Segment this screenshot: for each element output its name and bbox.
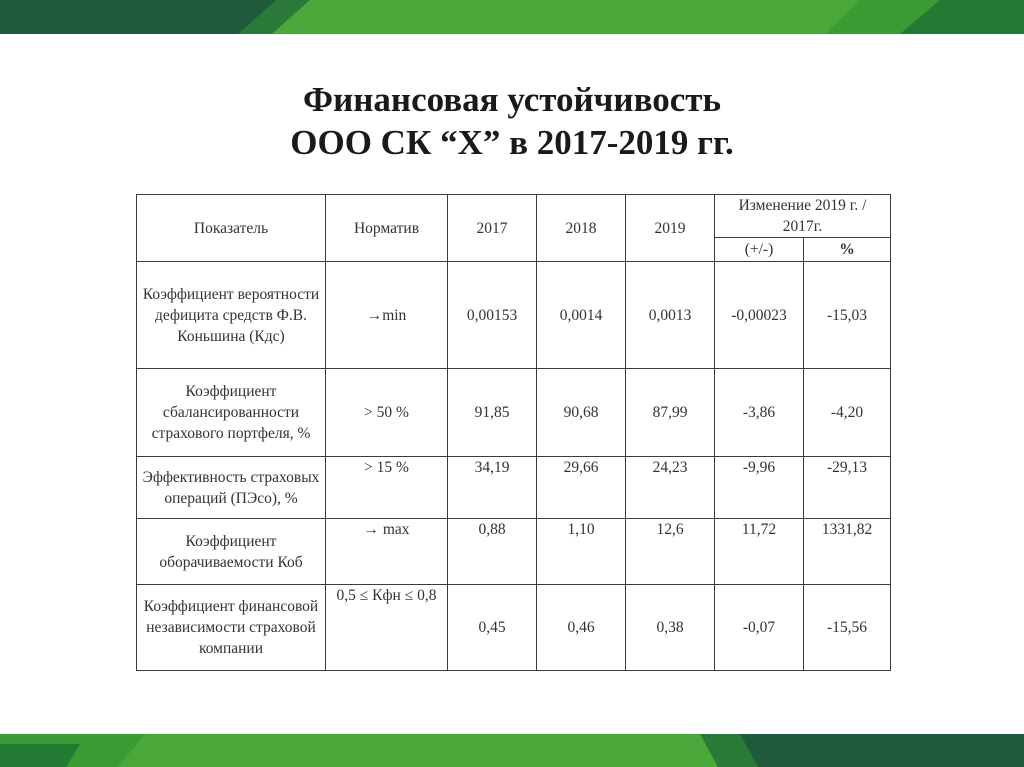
table-row: [137, 519, 891, 585]
header-2017: 2017: [448, 195, 537, 262]
cell-indicator: Коэффициент оборачиваемости Коб: [137, 519, 326, 585]
cell-2018: 1,10: [537, 519, 626, 585]
slide-title: [0, 78, 1024, 164]
header-row: [137, 195, 891, 238]
header-change-abs: (+/-): [715, 238, 804, 262]
cell-change-pct: -29,13: [804, 457, 891, 519]
title-line-1: Финансовая устойчивость: [303, 80, 721, 119]
table-row: [137, 369, 891, 457]
cell-2017: 0,00153: [448, 262, 537, 369]
cell-2017: 0,88: [448, 519, 537, 585]
cell-2018: 0,0014: [537, 262, 626, 369]
cell-2018: 29,66: [537, 457, 626, 519]
table-row: [137, 585, 891, 671]
cell-2019: 0,0013: [626, 262, 715, 369]
cell-2018: 0,46: [537, 585, 626, 671]
header-change: Изменение 2019 г. / 2017г.: [715, 195, 891, 238]
title-line-2: ООО СК “Х” в 2017-2019 гг.: [290, 123, 734, 162]
cell-2019: 12,6: [626, 519, 715, 585]
cell-2018: 90,68: [537, 369, 626, 457]
cell-change-pct: -4,20: [804, 369, 891, 457]
cell-indicator: Коэффициент финансовой независимости страховой компании: [137, 585, 326, 671]
cell-change-abs: -0,07: [715, 585, 804, 671]
cell-2017: 0,45: [448, 585, 537, 671]
cell-change-abs: -9,96: [715, 457, 804, 519]
cell-change-abs: -3,86: [715, 369, 804, 457]
cell-norm: > 15 %: [326, 457, 448, 519]
table-row: [137, 262, 891, 369]
cell-norm: > 50 %: [326, 369, 448, 457]
cell-2019: 24,23: [626, 457, 715, 519]
cell-change-pct: -15,03: [804, 262, 891, 369]
cell-change-abs: -0,00023: [715, 262, 804, 369]
top-decorative-band: [0, 0, 1024, 34]
cell-norm: → max: [326, 519, 448, 585]
table-row: [137, 457, 891, 519]
cell-2019: 0,38: [626, 585, 715, 671]
cell-change-pct: 1331,82: [804, 519, 891, 585]
cell-2019: 87,99: [626, 369, 715, 457]
header-2018: 2018: [537, 195, 626, 262]
cell-2017: 34,19: [448, 457, 537, 519]
cell-indicator: Коэффициент вероятности дефицита средств Ф.В. Коньшина (Кдс): [137, 262, 326, 369]
cell-indicator: Коэффициент сбалансированности страхового портфеля, %: [137, 369, 326, 457]
financial-stability-table: [136, 194, 891, 671]
cell-norm: 0,5 ≤ Кфн ≤ 0,8: [326, 585, 448, 671]
cell-2017: 91,85: [448, 369, 537, 457]
cell-change-abs: 11,72: [715, 519, 804, 585]
cell-norm: →min: [326, 262, 448, 369]
header-norm: Норматив: [326, 195, 448, 262]
cell-change-pct: -15,56: [804, 585, 891, 671]
header-indicator: Показатель: [137, 195, 326, 262]
cell-indicator: Эффективность страховых операций (ПЭсо), %: [137, 457, 326, 519]
header-change-pct: %: [804, 238, 891, 262]
header-2019: 2019: [626, 195, 715, 262]
bottom-decorative-band: [0, 734, 1024, 767]
